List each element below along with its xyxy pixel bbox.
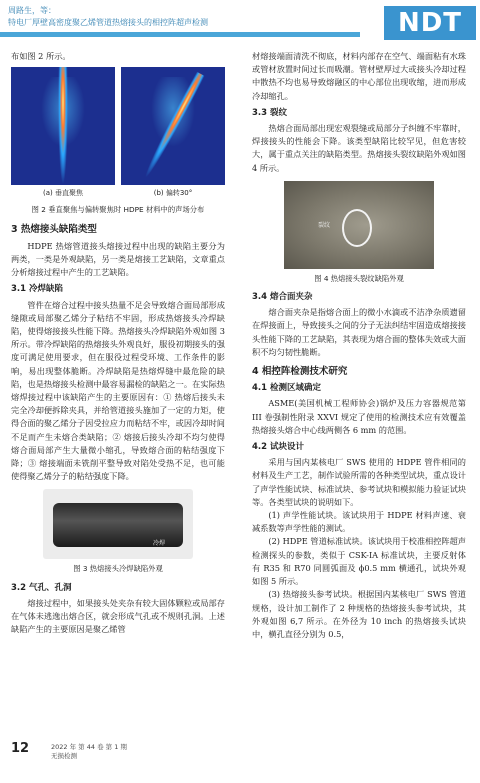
figure-2-caption: 图 2 垂直聚焦与偏转聚焦时 HDPE 材料中的声场分布 xyxy=(31,205,205,215)
journal-name: 无损检测 xyxy=(51,752,77,760)
page-footer xyxy=(11,741,471,771)
subfigure-label-b: (b) 偏转30° xyxy=(153,189,193,198)
figure-3-photo xyxy=(43,489,193,559)
section-heading-3: 3 热熔接头缺陷类型 xyxy=(11,223,97,235)
figure-2b xyxy=(121,67,225,200)
paragraph: 采用与国内某核电厂 SWS 使用的 HDPE 管件相同的材料及生产工艺，制作试验所需的各种类型试块，重点设计了声学性能试块、标准试块、参考试块和模拟能力验证试块等。各类型试块的说明如下。 xyxy=(252,457,466,507)
paragraph: 热熔合面局部出现宏观裂缝或局部分子纠缠不牢靠时，焊接接头的性能会下降。该类型缺陷比较罕见，但危害较大，属于重点关注的缺陷类型。热熔接头裂纹缺陷外观如图 4 所示。 xyxy=(252,123,466,173)
sound-field-image-a xyxy=(11,67,115,185)
section-heading-3-2: 3.2 气孔、孔洞 xyxy=(11,582,72,593)
running-head-authors: 周路生，等： xyxy=(8,6,56,15)
subfigure-label-a: (a) 垂直聚焦 xyxy=(43,189,83,198)
issue-info xyxy=(51,743,127,761)
figure-2 xyxy=(11,67,225,200)
issue-line: 2022 年 第 44 卷 第 1 期 xyxy=(51,743,127,751)
defect-circle-marker xyxy=(342,209,372,247)
section-heading-4-1: 4.1 检测区域确定 xyxy=(252,383,322,394)
section-heading-4-2: 4.2 试块设计 xyxy=(252,442,305,453)
figure-3-caption: 图 3 热熔接头冷焊缺陷外观 xyxy=(73,564,163,574)
paragraph: (2) HDPE 管道标准试块。该试块用于校准相控阵超声检测探头的参数，类似于 CSK-IA 标准试块，主要反射体有 R35 和 R70 同圆弧面及 ϕ0.5 mm 横通孔，试块外观如图 5 所示。 xyxy=(252,536,466,587)
section-heading-4: 4 相控阵检测技术研究 xyxy=(252,366,348,378)
paragraph: 熔合面夹杂是指熔合面上的微小水滴或不洁净杂质遗留在焊接面上，导致接头之间的分子无法纠结牢固造成熔接接头性能下降的工艺缺陷，其表现为熔合面的整体失效或大面积不均匀韧性脆断。 xyxy=(252,307,466,357)
section-heading-3-1: 3.1 冷焊缺陷 xyxy=(11,284,64,295)
sound-field-image-b xyxy=(121,67,225,185)
journal-logo: NDT xyxy=(384,6,476,40)
section-heading-3-3: 3.3 裂纹 xyxy=(252,107,288,118)
paragraph: 管件在熔合过程中接头热量不足会导致熔合面局部形成缝隙或局部聚乙烯分子粘结不牢固，形成热熔接头冷焊缺陷，使得熔接接头性能下降。热熔接头冷焊缺陷外观如图 3 所示。带冷焊缺陷的热熔接头外观良好，服役初期接头的强度可满足使用要求，但在服役过程受环境、工作条件的影响，易出现整体脆断。冷焊缺陷是热熔焊缝中最危险的缺陷，也是热熔接头检测中最容易漏检的缺陷之一。在实际热熔焊接过程中该缺陷产生的主要原因有：① 热熔后接头未完全冷却便拆除夹具，并给管道接头施加了一定的力矩，使得合面的聚乙烯分子因受拉应力而粘结不牢，或因冷却时间不足而产生未熔合类缺陷；② 熔接后接头冷却不均匀使得熔合面局部产生大量微小缩孔，导致熔合面的粘结强度下降；③ 熔接端面未铣削平整导致对陷处受热不足，也可能使得聚乙烯分子的粘结强度下降。 xyxy=(11,299,225,482)
figure-4-photo xyxy=(284,181,434,269)
paragraph: 布如图 2 所示。 xyxy=(11,51,71,61)
defect-marker-label: 冷焊 xyxy=(153,540,166,548)
paragraph: (1) 声学性能试块。该试块用于 HDPE 材料声速、衰减系数等声学性能的测试。 xyxy=(252,510,466,534)
defect-marker-label: 裂纹 xyxy=(318,221,331,229)
left-column xyxy=(11,50,225,636)
paragraph: (3) 热熔接头参考试块。根据国内某核电厂 SWS 管道规格，设计加工制作了 2 种规格的热熔接头参考试块，其外观如图 6,7 所示。在外径为 10 inch 的热熔接头试块中，横孔直径分别为 0.5， xyxy=(252,589,466,639)
right-column xyxy=(252,50,466,641)
header-bar xyxy=(0,32,360,37)
paragraph: ASME(美国机械工程师协会)锅炉及压力容器规范第 III 卷强制性附录 XXVI 规定了使用的检测技术应有效覆盖热熔接头熔合中心线两侧各 6 mm 的范围。 xyxy=(252,398,466,435)
page-number: 12 xyxy=(11,741,30,756)
section-heading-3-4: 3.4 熔合面夹杂 xyxy=(252,292,313,303)
page-header xyxy=(0,0,480,44)
running-head-title: 特电厂厚壁高密度聚乙烯管道热熔接头的相控阵超声检测 xyxy=(8,18,208,27)
paragraph: 熔接过程中，如果接头处夹杂有较大固体颗粒或局部存在气体未逃逸出熔合区，就会形成气孔或不规则孔洞。上述缺陷产生的主要原因是聚乙烯管 xyxy=(11,597,225,635)
figure-4-caption: 图 4 热熔接头裂纹缺陷外观 xyxy=(314,273,404,283)
paragraph: 材熔接端面清洗不彻底，材料内部存在空气、端面粘有水珠或管材放置时间过长而吸潮。管材壁厚过大或接头冷却过程中散热不均也易导致熔融区的中心部位出现收缩，进而形成冷却缩孔。 xyxy=(252,51,466,101)
figure-2a xyxy=(11,67,115,200)
paragraph: HDPE 热熔管道接头熔接过程中出现的缺陷主要分为两类，一类是外观缺陷，另一类是熔接工艺缺陷，文章重点分析熔接过程中产生的工艺缺陷。 xyxy=(11,240,225,278)
